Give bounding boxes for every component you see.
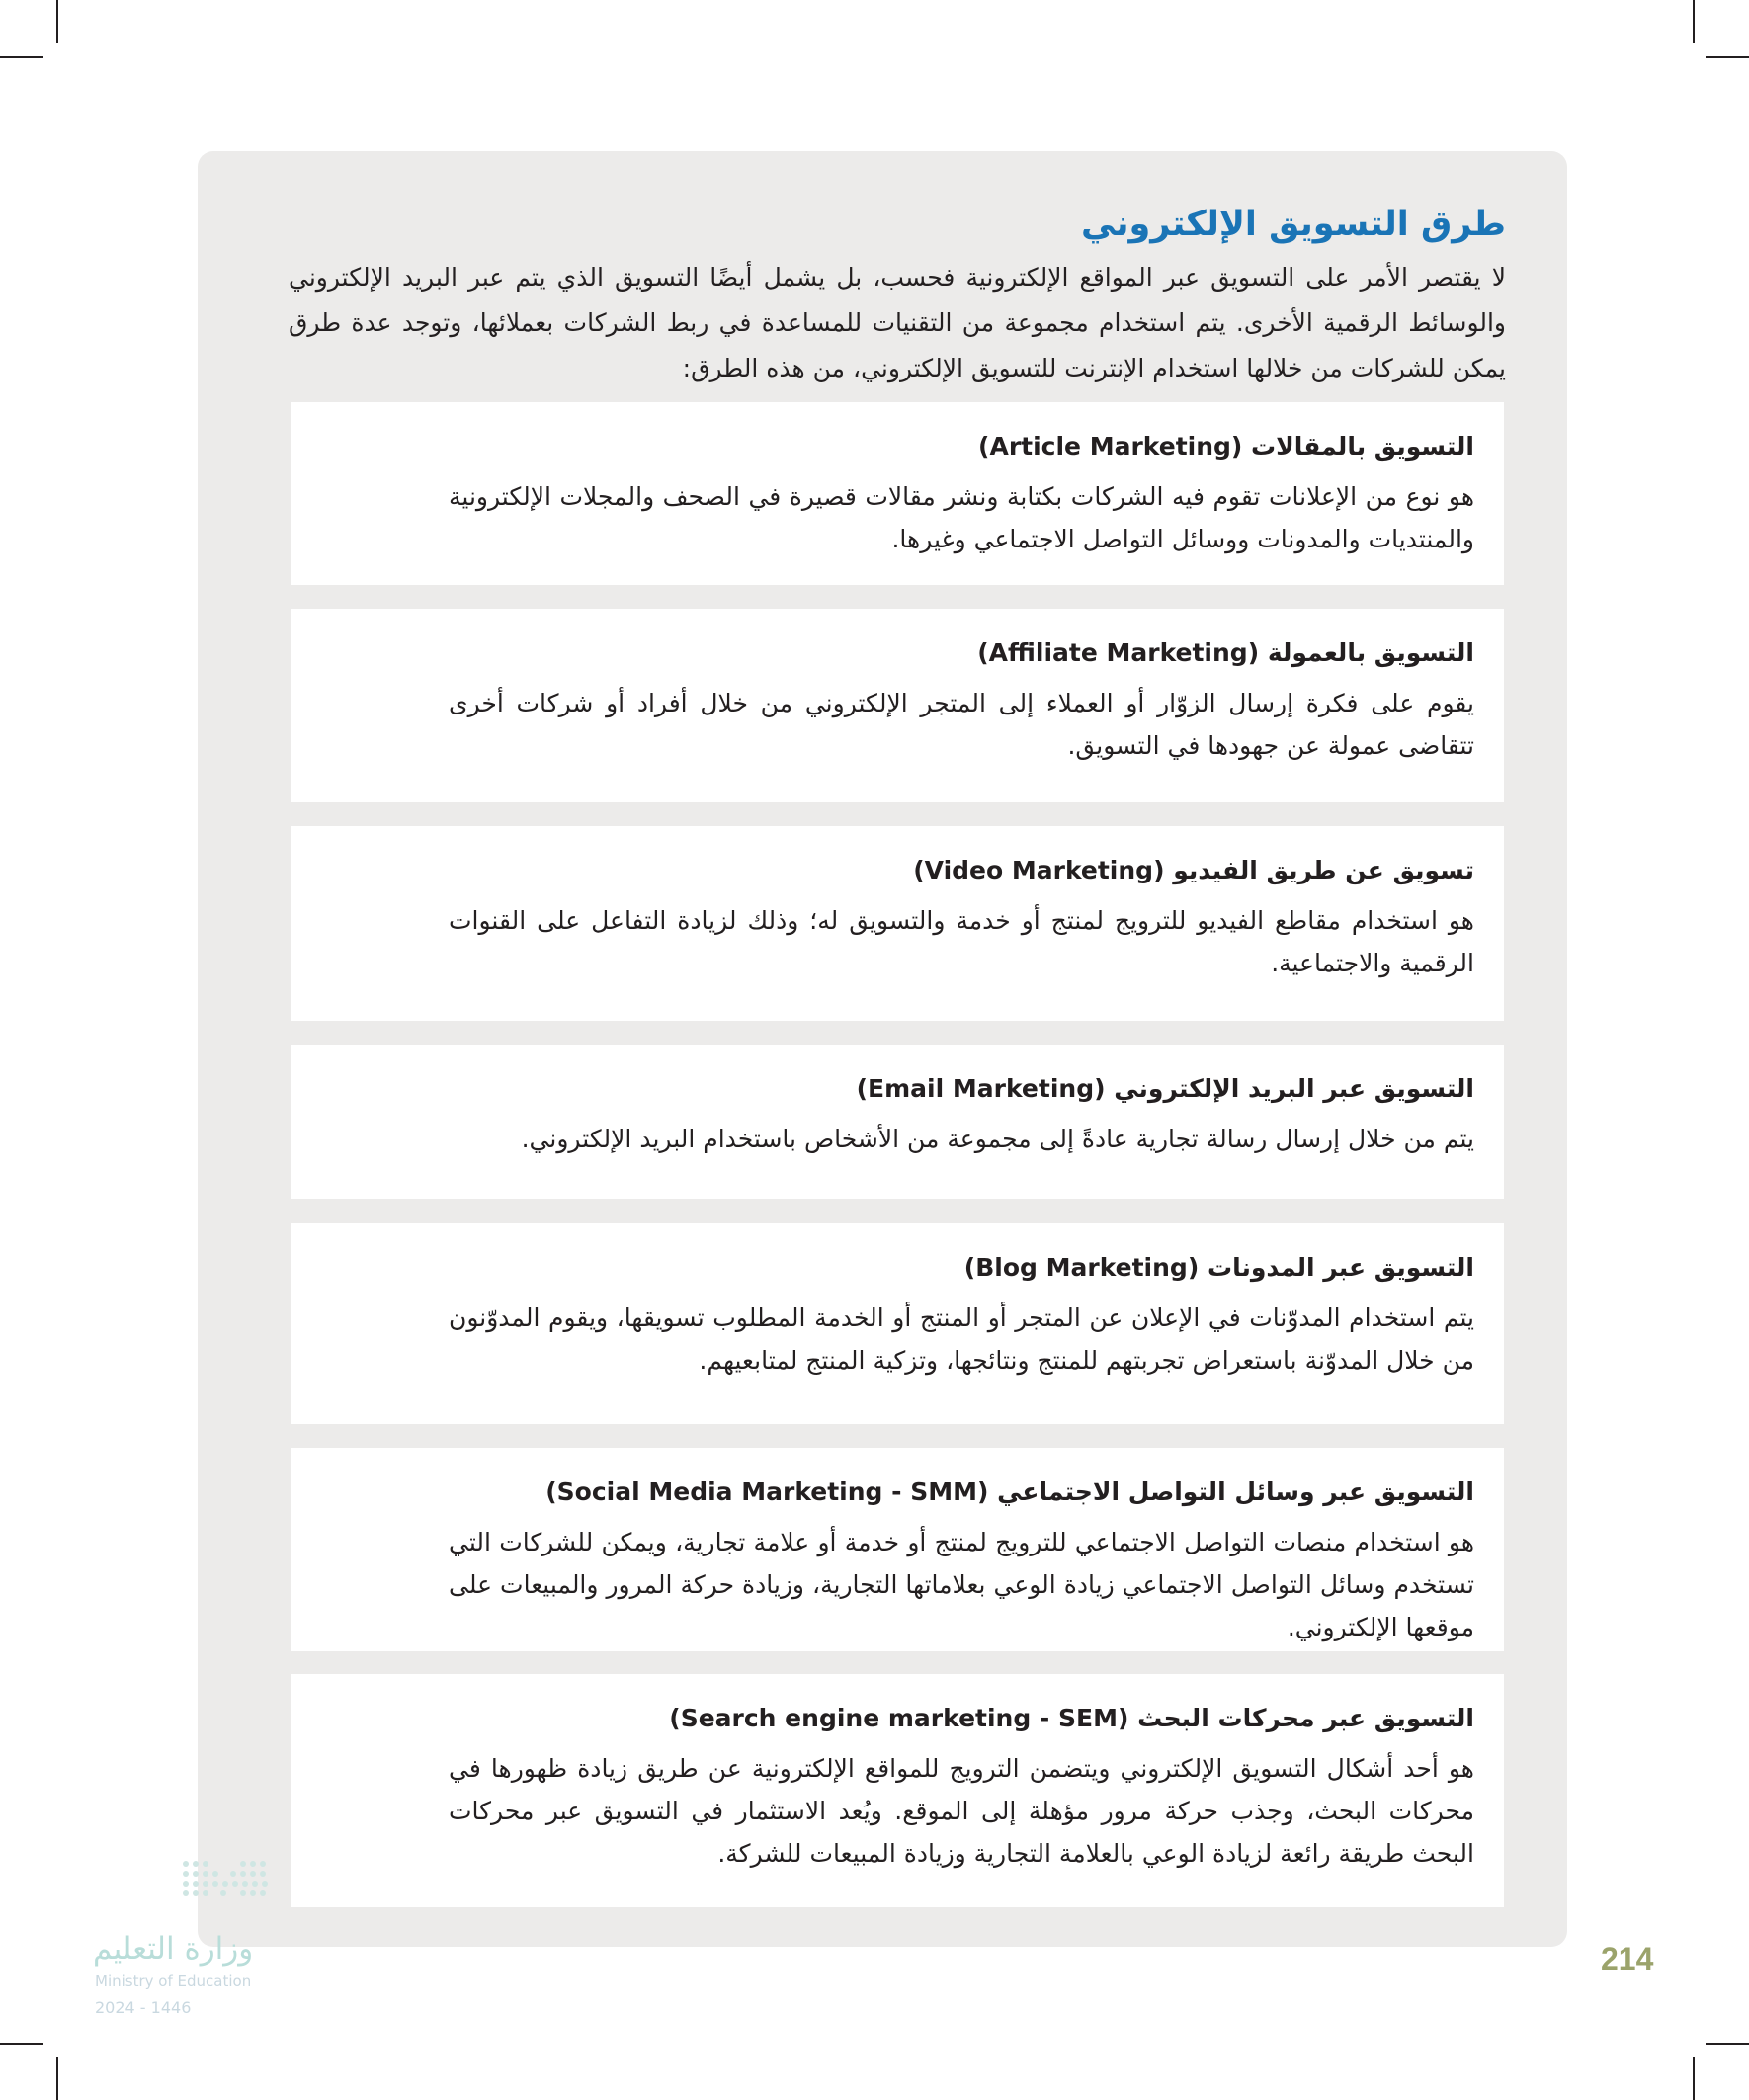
crop-mark (1706, 2043, 1749, 2045)
method-title: التسويق بالعمولة (Affiliate Marketing) (977, 638, 1474, 667)
method-title: التسويق عبر محركات البحث (Search engine marketing - SEM) (669, 1704, 1474, 1732)
ministry-name-arabic: وزارة التعليم (93, 1931, 254, 1967)
crop-mark (0, 2043, 43, 2045)
method-description: هو استخدام منصات التواصل الاجتماعي للترويج لمنتج أو خدمة أو علامة تجارية، ويمكن للشركات التي تستخدم وسائل التواصل الاجتماعي زيادة الوعي بعلاماتها التجارية، وزيادة حركة المرور والمبيعات على موقعها الإلكتروني. (449, 1528, 1474, 1641)
crop-mark (1706, 56, 1749, 58)
method-card-article (291, 402, 1504, 585)
page-number: 214 (1601, 1941, 1654, 1976)
method-title: التسويق عبر وسائل التواصل الاجتماعي (Social Media Marketing - SMM) (545, 1477, 1474, 1506)
intro-paragraph: لا يقتصر الأمر على التسويق عبر المواقع الإلكترونية فحسب، بل يشمل أيضًا التسويق الذي يتم عبر البريد الإلكتروني والوسائط الرقمية الأخرى. يتم استخدام مجموعة من التقنيات للمساعدة في ربط الشركات بعملائها، وتوجد عدة طرق يمكن للشركات من خلالها استخدام الإنترنت للتسويق الإلكتروني، من هذه الطرق: (289, 263, 1506, 382)
method-description: يتم من خلال إرسال رسالة تجارية عادةً إلى مجموعة من الأشخاص باستخدام البريد الإلكتروني. (521, 1125, 1474, 1153)
crop-mark (0, 56, 43, 58)
method-description: هو استخدام مقاطع الفيديو للترويج لمنتج أو خدمة والتسويق له؛ وذلك لزيادة التفاعل على القنوات الرقمية والاجتماعية. (449, 906, 1474, 977)
method-title: التسويق عبر البريد الإلكتروني (Email Marketing) (856, 1074, 1474, 1103)
crop-mark (1693, 2057, 1695, 2100)
method-title: التسويق بالمقالات (Article Marketing) (978, 432, 1474, 461)
method-card-social-media (291, 1448, 1504, 1651)
ministry-logo (93, 1858, 271, 2046)
method-description: هو نوع من الإعلانات تقوم فيه الشركات بكتابة ونشر مقالات قصيرة في الصحف والمجلات الإلكترونية والمنتديات والمدونات ووسائل التواصل الاجتماعي وغيرها. (449, 482, 1474, 553)
section-heading: طرق التسويق الإلكتروني (1081, 205, 1506, 244)
crop-mark (56, 0, 58, 43)
method-card-blog (291, 1223, 1504, 1424)
method-card-affiliate (291, 609, 1504, 802)
method-description: هو أحد أشكال التسويق الإلكتروني ويتضمن الترويج للمواقع الإلكترونية عن طريق زيادة ظهورها في محركات البحث، وجذب حركة مرور مؤهلة إلى الموقع. ويُعد الاستثمار في التسويق عبر محركات البحث طريقة رائعة لزيادة الوعي بالعلامة التجارية وزيادة المبيعات للشركة. (449, 1754, 1474, 1868)
crop-mark (56, 2057, 58, 2100)
method-card-search-engine (291, 1674, 1504, 1907)
method-card-video (291, 826, 1504, 1021)
method-description: يقوم على فكرة إرسال الزوّار أو العملاء إلى المتجر الإلكتروني من خلال أفراد أو شركات أخرى تتقاضى عمولة عن جهودها في التسويق. (449, 689, 1474, 760)
crop-mark (1693, 0, 1695, 43)
method-title: تسويق عن طريق الفيديو (Video Marketing) (913, 856, 1474, 884)
ministry-dots-icon (182, 1858, 271, 1907)
edition-year: 2024 - 1446 (95, 1998, 192, 2017)
method-description: يتم استخدام المدوّنات في الإعلان عن المتجر أو المنتج أو الخدمة المطلوب تسويقها، ويقوم المدوّنون من خلال المدوّنة باستعراض تجربتهم للمنتج ونتائجها، وتزكية المنتج لمتابعيهم. (449, 1303, 1474, 1375)
method-card-email (291, 1045, 1504, 1199)
ministry-name-english: Ministry of Education (95, 1973, 252, 1990)
method-title: التسويق عبر المدونات (Blog Marketing) (963, 1253, 1474, 1282)
